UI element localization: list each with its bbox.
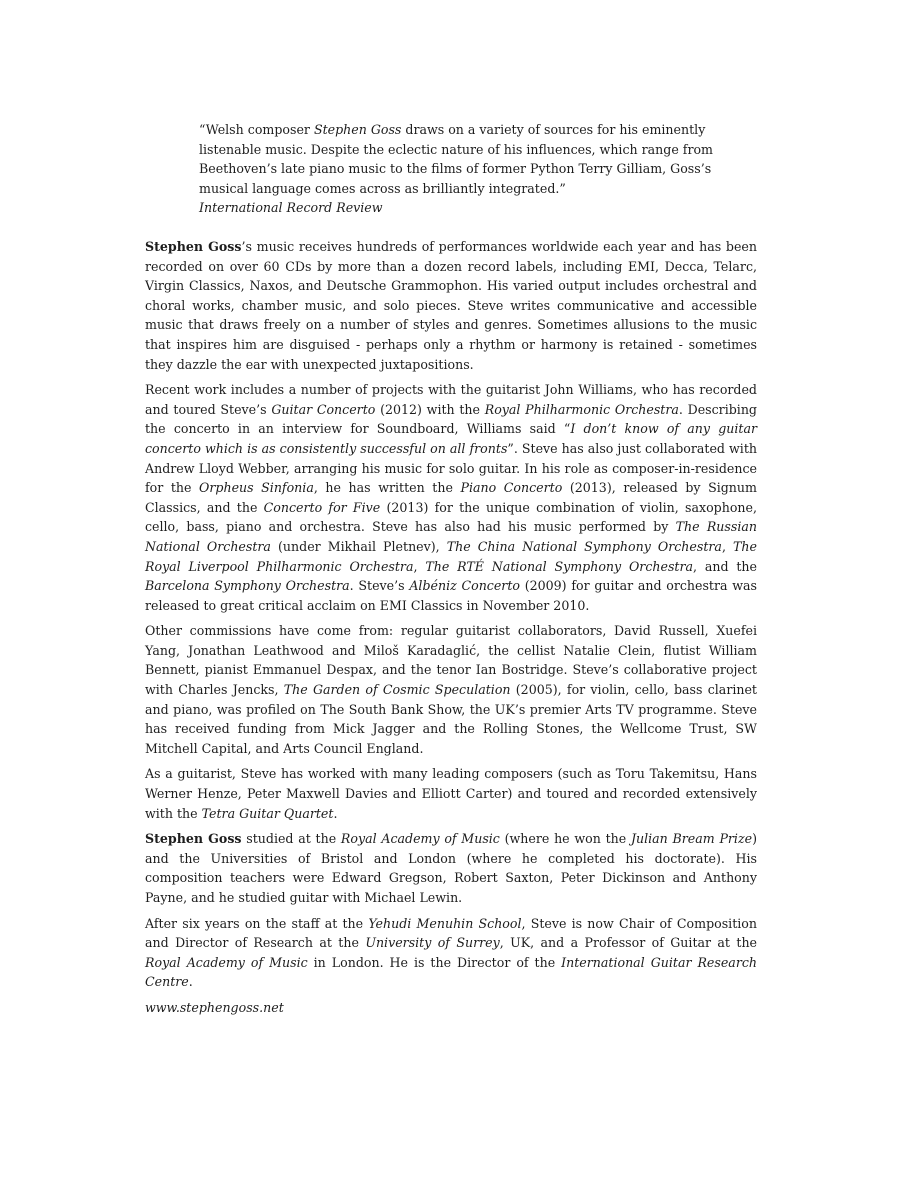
paragraph-text: As a guitarist, Steve has worked with many leading composers (such as Toru Takemitsu, Hans Werner Henze, Peter Maxwell Davies and Elliott Carter) and toured and recorded extensively with the [145, 766, 757, 821]
composer-name: Stephen Goss [145, 831, 242, 847]
paragraph-text: ”. Steve has also just collaborated with Andrew Lloyd Webber, arranging his music for solo guitar. In his role as composer-in-residence for the [145, 440, 757, 496]
paragraph-text: studied at the [241, 831, 341, 847]
ensemble-name: The China National Symphony Orchestra [446, 538, 722, 554]
paragraph-text: (2005), for violin, cello, bass clarinet and piano, was profiled on The South Bank Show, the UK’s premier Arts TV programme. Steve has received funding from Mick Jagger and the Rolling Stones, the Wellcome Trust, SW Mitchell Capital, and Arts Council England. [145, 682, 757, 756]
paragraph-text: Other commissions have come from: regular guitarist collaborators, David Russell, Xuefei Yang, Jonathan Leathwood and Miloš Karadaglić, the cellist Natalie Clein, flutist William Bennett, pianist Emmanuel Despax, and the tenor Ian Bostridge. Steve’s collaborative project with Charles Jencks, [145, 623, 757, 698]
paragraph-text: (2013), released by Signum Classics, and the [145, 480, 757, 515]
composer-name: Stephen Goss [145, 239, 242, 254]
quote-source: International Record Review [199, 200, 383, 216]
paragraph-text: After six years on the staff at the [145, 915, 369, 931]
paragraph-text: , he has written the [313, 480, 461, 496]
paragraph-text: , [413, 558, 426, 574]
paragraph-text: , UK, and a Professor of Guitar at the [499, 935, 758, 951]
paragraph-text: ) and the Universities of Bristol and London (where he completed his doctorate). His composition teachers were Edward Gregson, Robert Saxton, Peter Dickinson and Anthony Payne, and he studied guitar with Michael Lewin. [145, 831, 757, 905]
paragraph-text: (under Mikhail Pletnev), [270, 538, 447, 554]
paragraph-positions [145, 914, 757, 992]
paragraph-text: . Describing the concerto in an interview for Soundboard, Williams said “ [145, 401, 757, 437]
ensemble-name: The RTÉ National Symphony Orchestra [425, 558, 693, 574]
prize-name: Julian Bream Prize [630, 831, 753, 847]
work-title: Guitar Concerto [271, 401, 376, 417]
quote-composer-name: Stephen Goss [313, 122, 402, 137]
paragraph-text: (2009) for guitar and orchestra was released to great critical acclaim on EMI Classics in November 2010. [145, 578, 758, 613]
website-link[interactable]: www.stephengoss.net [145, 999, 284, 1015]
institution-name: University of Surrey [365, 935, 500, 951]
quote-text: “Welsh composer [199, 122, 314, 137]
paragraph-text: . Steve’s [349, 578, 410, 594]
paragraph-text: , and the [693, 558, 757, 574]
paragraph-education [145, 829, 757, 907]
ensemble-name: Orpheus Sinfonia [199, 480, 314, 496]
paragraph-text: , [721, 538, 734, 554]
paragraph-text: (2012) with the [375, 401, 485, 417]
work-title: Concerto for Five [263, 499, 381, 515]
ensemble-name: Tetra Guitar Quartet [201, 805, 334, 821]
paragraph-guitarist [145, 764, 757, 823]
paragraph-text: ’s music receives hundreds of performances worldwide each year and has been recorded on over 60 CDs by more than a dozen record labels, including EMI, Decca, Telarc, Virgin Classics, Naxos, and Deutsche Grammophon. His varied output includes orchestral and choral works, chamber music, and solo pieces. Steve writes communicative and accessible music that draws freely on a number of styles and genres. Sometimes allusions to the music that inspires him are disguised - perhaps only a rhythm or harmony is retained - sometimes they dazzle the ear with unexpected juxtapositions. [145, 239, 757, 372]
institution-name: Royal Academy of Music [145, 954, 308, 970]
paragraph-text: (where he won the [499, 831, 631, 847]
work-title: Piano Concerto [460, 480, 563, 496]
paragraph-text: . [188, 974, 193, 990]
quote-text: draws on a variety of sources for his eminently listenable music. Despite the eclectic nature of his influences, which range from Beethoven’s late piano music to the films of former Python Terry Gilliam, Goss’s musical language comes across as brilliantly integrated.” [199, 122, 713, 196]
ensemble-name: Royal Philharmonic Orchestra [484, 401, 679, 417]
paragraph-commissions [145, 621, 757, 758]
work-title: Albéniz Concerto [409, 578, 520, 594]
paragraph-text: in London. He is the Director of the [307, 954, 562, 970]
paragraph-text: , Steve is now Chair of Composition and Director of Research at the [145, 915, 757, 951]
institution-name: International Guitar Research Centre [145, 954, 757, 990]
paragraph-text: . [333, 805, 338, 821]
work-title: The Garden of Cosmic Speculation [283, 682, 511, 698]
institution-name: Royal Academy of Music [340, 831, 500, 847]
ensemble-name: The Russian National Orchestra [145, 519, 757, 554]
paragraph-text: Recent work includes a number of projects with the guitarist John Williams, who has recorded and toured Steve’s [145, 382, 757, 417]
ensemble-name: Barcelona Symphony Orchestra [145, 578, 350, 594]
biography-body [145, 237, 757, 1024]
institution-name: Yehudi Menuhin School [368, 915, 522, 931]
paragraph-text: (2013) for the unique combination of violin, saxophone, cello, bass, piano and orchestra. Steve has also had his music performed by [145, 499, 757, 535]
paragraph-recent-work [145, 380, 757, 615]
inline-quotation: I don’t know of any guitar concerto which is as consistently successful on all fronts [145, 421, 757, 456]
paragraph-intro [145, 237, 757, 374]
epigraph-quote [199, 120, 739, 218]
ensemble-name: The Royal Liverpool Philharmonic Orchestra [145, 538, 757, 574]
